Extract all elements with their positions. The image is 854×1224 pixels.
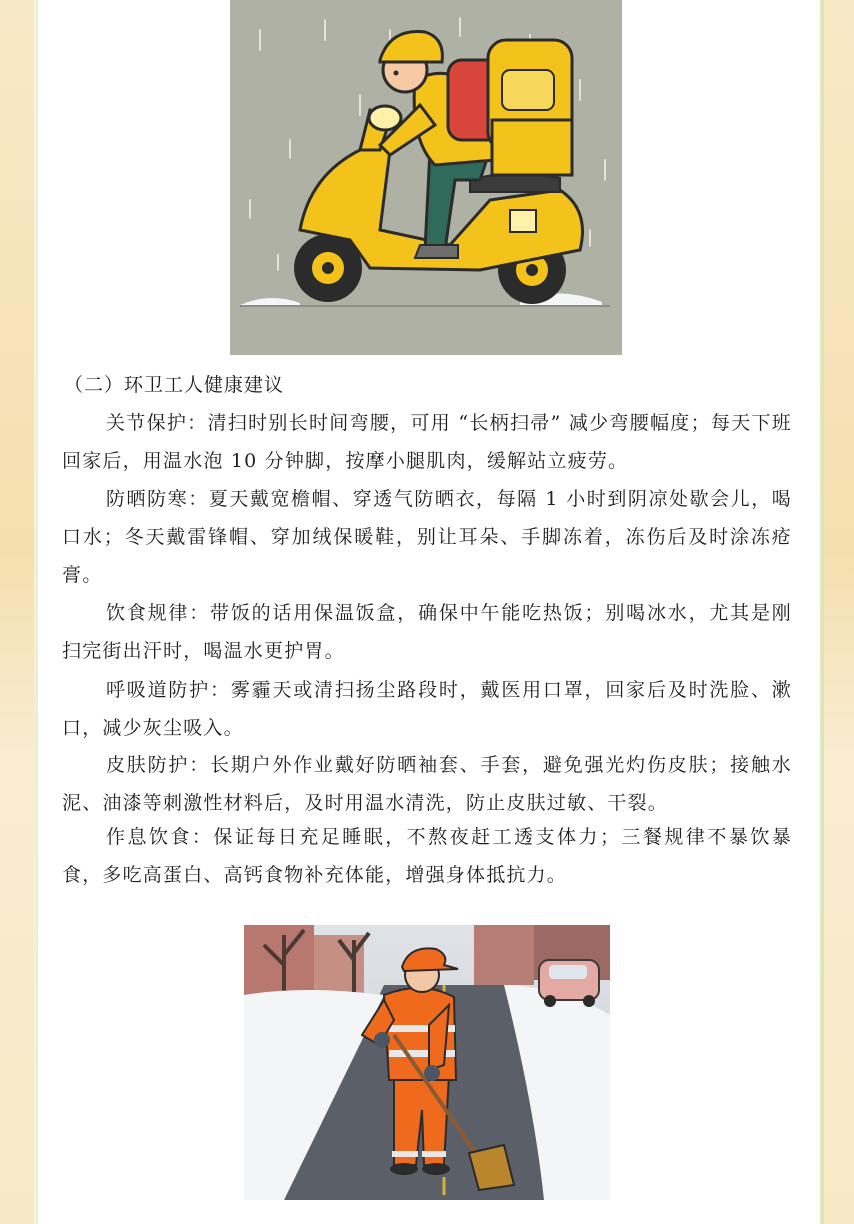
section-heading: （二）环卫工人健康建议 <box>64 374 285 396</box>
advice-rest-nutrition: 作息饮食：保证每日充足睡眠，不熬夜赶工透支体力；三餐规律不暴饮暴食，多吃高蛋白、高钙食物补充体能，增强身体抵抗力。 <box>62 826 792 886</box>
advice-sun-cold-protection: 防晒防寒：夏天戴宽檐帽、穿透气防晒衣，每隔 1 小时到阴凉处歇会儿，喝口水；冬天戴雷锋帽、穿加绒保暖鞋，别让耳朵、手脚冻着，冻伤后及时涂冻疮膏。 <box>62 488 792 586</box>
article-page <box>36 0 822 1224</box>
right-border-decoration <box>820 0 854 1224</box>
right-border-line <box>822 0 824 1224</box>
advice-skin-protection: 皮肤防护：长期户外作业戴好防晒袖套、手套，避免强光灼伤皮肤；接触水泥、油漆等刺激性材料后，及时用温水清洗，防止皮肤过敏、干裂。 <box>62 754 792 814</box>
advice-diet-routine: 饮食规律：带饭的话用保温饭盒，确保中午能吃热饭；别喝冰水，尤其是刚扫完街出汗时，喝温水更护胃。 <box>62 602 792 662</box>
left-border-decoration <box>0 0 34 1224</box>
sanitation-worker-illustration <box>244 925 610 1200</box>
advice-joint-protection: 关节保护：清扫时别长时间弯腰，可用 “长柄扫帚” 减少弯腰幅度；每天下班回家后，用温水泡 10 分钟脚，按摩小腿肌肉，缓解站立疲劳。 <box>62 412 792 472</box>
advice-respiratory-protection: 呼吸道防护：雾霾天或清扫扬尘路段时，戴医用口罩，回家后及时洗脸、漱口，减少灰尘吸入。 <box>62 679 792 739</box>
delivery-rider-illustration <box>230 0 622 355</box>
